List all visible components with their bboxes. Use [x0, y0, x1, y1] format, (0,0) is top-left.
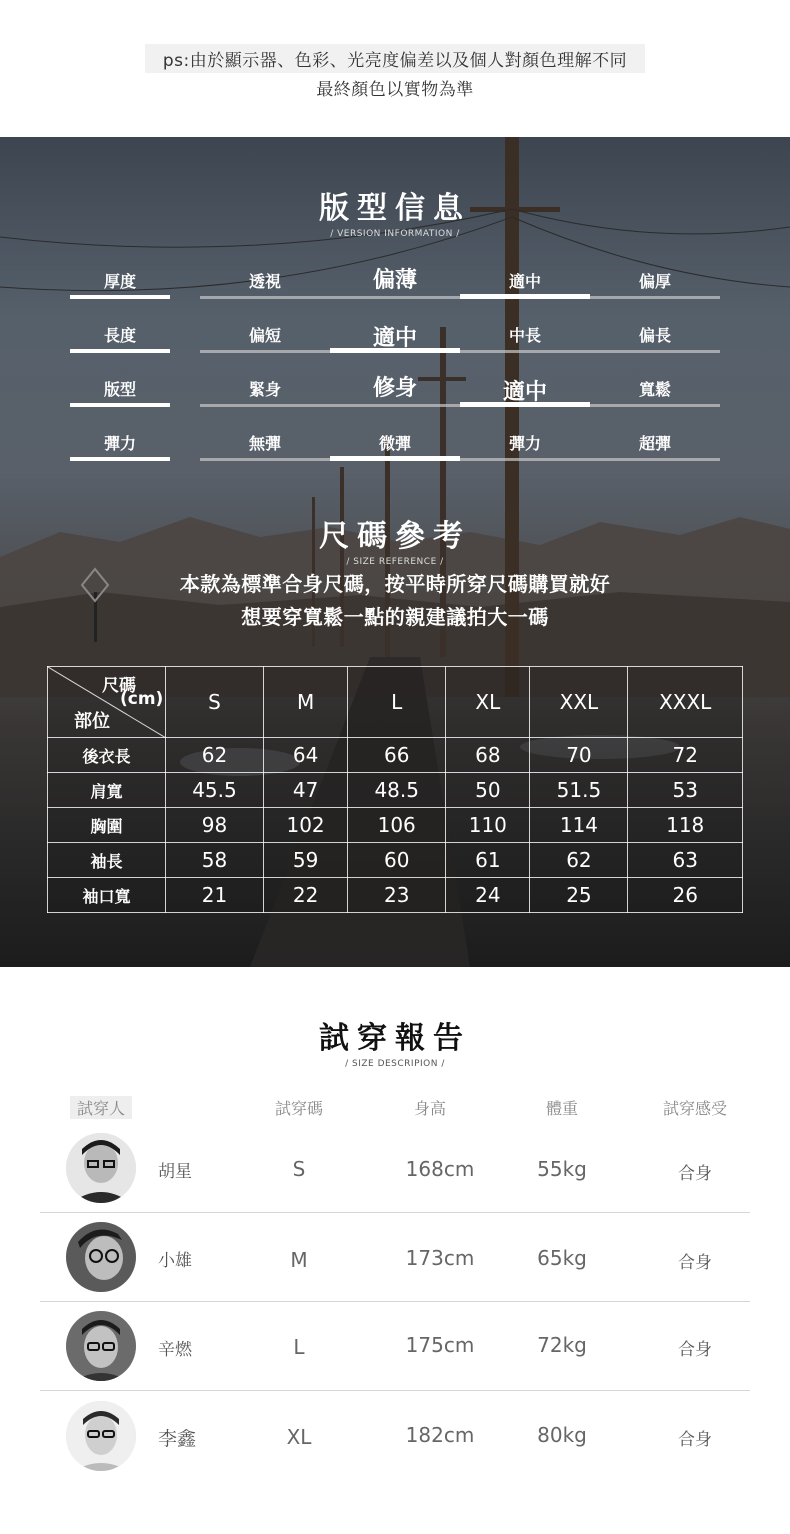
table-cell: 118 [628, 808, 743, 843]
row-label: 袖長 [48, 843, 166, 878]
list-item [40, 1124, 750, 1213]
list-item [40, 1302, 750, 1391]
table-row [48, 808, 743, 843]
scale-option: 彈力 [508, 434, 541, 453]
tester-size: XL [286, 1425, 312, 1449]
table-cell: 62 [166, 738, 264, 773]
avatar [66, 1401, 136, 1471]
table-row [48, 773, 743, 808]
table-cell: 58 [166, 843, 264, 878]
corner-part-label: 部位 [74, 711, 110, 732]
table-cell: 61 [446, 843, 530, 878]
header-weight: 體重 [545, 1099, 578, 1118]
corner-unit-label: (cm) [120, 689, 164, 709]
table-cell: 63 [628, 843, 743, 878]
label-underline [70, 349, 170, 353]
table-cell: 25 [530, 878, 628, 913]
scale-option: 偏長 [638, 326, 671, 345]
size-advice-line-1: 本款為標準合身尺碼，按平時所穿尺碼購買就好 [179, 572, 611, 596]
version-row-length [70, 323, 720, 373]
version-info-title: 版型信息 [319, 191, 471, 226]
tester-feeling: 合身 [678, 1340, 712, 1360]
avatar [66, 1311, 136, 1381]
version-row-elasticity [70, 431, 720, 481]
tester-weight: 65kg [537, 1246, 587, 1270]
row-label: 袖口寬 [48, 878, 166, 913]
table-cell: 64 [263, 738, 347, 773]
scale-option: 無彈 [248, 434, 281, 453]
scale-option: 中長 [508, 326, 541, 345]
disclaimer-line-2: 最終顏色以實物為準 [316, 80, 474, 100]
scale-option-selected: 微彈 [378, 434, 411, 453]
tester-name: 胡星 [158, 1162, 192, 1182]
info-banner [0, 137, 790, 967]
size-reference-header [0, 511, 790, 567]
size-table-header-row [48, 667, 743, 738]
scale-option: 修身 [372, 376, 417, 401]
table-row [48, 843, 743, 878]
table-row [48, 738, 743, 773]
table-cell: 114 [530, 808, 628, 843]
table-cell: 22 [263, 878, 347, 913]
avatar [66, 1133, 136, 1203]
tester-name: 小雄 [158, 1251, 192, 1271]
table-cell: 68 [446, 738, 530, 773]
table-cell: 102 [263, 808, 347, 843]
scale-option-selected: 適中 [502, 380, 547, 405]
tester-weight: 80kg [537, 1423, 587, 1447]
table-cell: 21 [166, 878, 264, 913]
table-cell: 59 [263, 843, 347, 878]
scale-option: 寬鬆 [638, 380, 671, 399]
color-disclaimer [0, 44, 790, 100]
table-cell: 70 [530, 738, 628, 773]
report-header-row [0, 1096, 790, 1120]
scale-selected-segment [460, 294, 590, 299]
tester-feeling: 合身 [678, 1164, 712, 1184]
fitting-report-header [0, 1013, 790, 1069]
header-feeling: 試穿感受 [662, 1099, 727, 1118]
table-cell: 47 [263, 773, 347, 808]
size-advice-line-2: 想要穿寬鬆一點的親建議拍大一碼 [241, 605, 549, 629]
scale-selected-segment [330, 456, 460, 461]
tester-size: M [290, 1248, 308, 1272]
avatar [66, 1222, 136, 1292]
list-item [40, 1213, 750, 1302]
size-column-header: XL [446, 667, 530, 738]
size-reference-subtitle: / SIZE REFERENCE / [346, 557, 444, 567]
table-row [48, 878, 743, 913]
table-cell: 45.5 [166, 773, 264, 808]
table-cell: 72 [628, 738, 743, 773]
table-cell: 106 [348, 808, 446, 843]
row-label: 肩寬 [48, 773, 166, 808]
tester-height: 182cm [405, 1423, 475, 1447]
header-height: 身高 [413, 1099, 446, 1118]
scale-option: 偏厚 [638, 272, 671, 291]
table-cell: 53 [628, 773, 743, 808]
table-cell: 62 [530, 843, 628, 878]
tester-size: L [293, 1335, 305, 1359]
size-table [47, 666, 743, 913]
version-info-header [0, 183, 790, 239]
table-cell: 110 [446, 808, 530, 843]
scale-option-selected: 適中 [508, 272, 541, 291]
tester-height: 175cm [405, 1333, 475, 1357]
version-row-label: 長度 [103, 326, 136, 345]
table-cell: 51.5 [530, 773, 628, 808]
size-column-header: XXL [530, 667, 628, 738]
table-cell: 98 [166, 808, 264, 843]
tester-feeling: 合身 [678, 1253, 712, 1273]
label-underline [70, 457, 170, 461]
tester-size: S [292, 1157, 306, 1181]
fitting-report-title: 試穿報告 [319, 1021, 471, 1056]
version-row-label: 彈力 [103, 434, 136, 453]
table-cell: 23 [348, 878, 446, 913]
size-column-header: M [263, 667, 347, 738]
version-row-label: 版型 [103, 380, 136, 399]
fitting-report-subtitle: / SIZE DESCRIPION / [345, 1059, 445, 1069]
scale-option: 超彈 [638, 434, 671, 453]
table-cell: 26 [628, 878, 743, 913]
table-cell: 24 [446, 878, 530, 913]
tester-weight: 55kg [537, 1157, 587, 1181]
table-cell: 66 [348, 738, 446, 773]
tester-name: 辛燃 [158, 1340, 192, 1360]
scale-option: 偏短 [248, 326, 281, 345]
version-row-thickness [70, 269, 720, 319]
version-info-subtitle: / VERSION INFORMATION / [330, 229, 460, 239]
scale-track [200, 350, 720, 353]
tester-height: 173cm [405, 1246, 475, 1270]
corner-size-label: 尺碼 [102, 676, 136, 696]
table-cell: 50 [446, 773, 530, 808]
list-item [40, 1391, 750, 1480]
scale-option: 緊身 [248, 380, 281, 399]
table-cell: 60 [348, 843, 446, 878]
table-cell: 48.5 [348, 773, 446, 808]
disclaimer-line-1: ps:由於顯示器、色彩、光亮度偏差以及個人對顏色理解不同 [145, 44, 645, 73]
tester-name: 李鑫 [158, 1428, 197, 1450]
size-column-header: L [348, 667, 446, 738]
size-column-header: S [166, 667, 264, 738]
tester-weight: 72kg [537, 1333, 587, 1357]
scale-track [200, 458, 720, 461]
label-underline [70, 295, 170, 299]
header-tester: 試穿人 [70, 1096, 132, 1119]
version-row-fit [70, 377, 720, 427]
tester-feeling: 合身 [678, 1430, 712, 1450]
size-column-header: XXXL [628, 667, 743, 738]
size-table-corner [48, 667, 166, 738]
row-label: 後衣長 [48, 738, 166, 773]
scale-option: 透視 [248, 272, 281, 291]
label-underline [70, 403, 170, 407]
header-size: 試穿碼 [274, 1099, 323, 1118]
size-reference-title: 尺碼參考 [319, 519, 471, 554]
tester-height: 168cm [405, 1157, 475, 1181]
row-label: 胸圍 [48, 808, 166, 843]
version-row-label: 厚度 [103, 272, 136, 291]
scale-option-selected: 適中 [372, 326, 417, 351]
scale-option: 偏薄 [372, 268, 417, 293]
